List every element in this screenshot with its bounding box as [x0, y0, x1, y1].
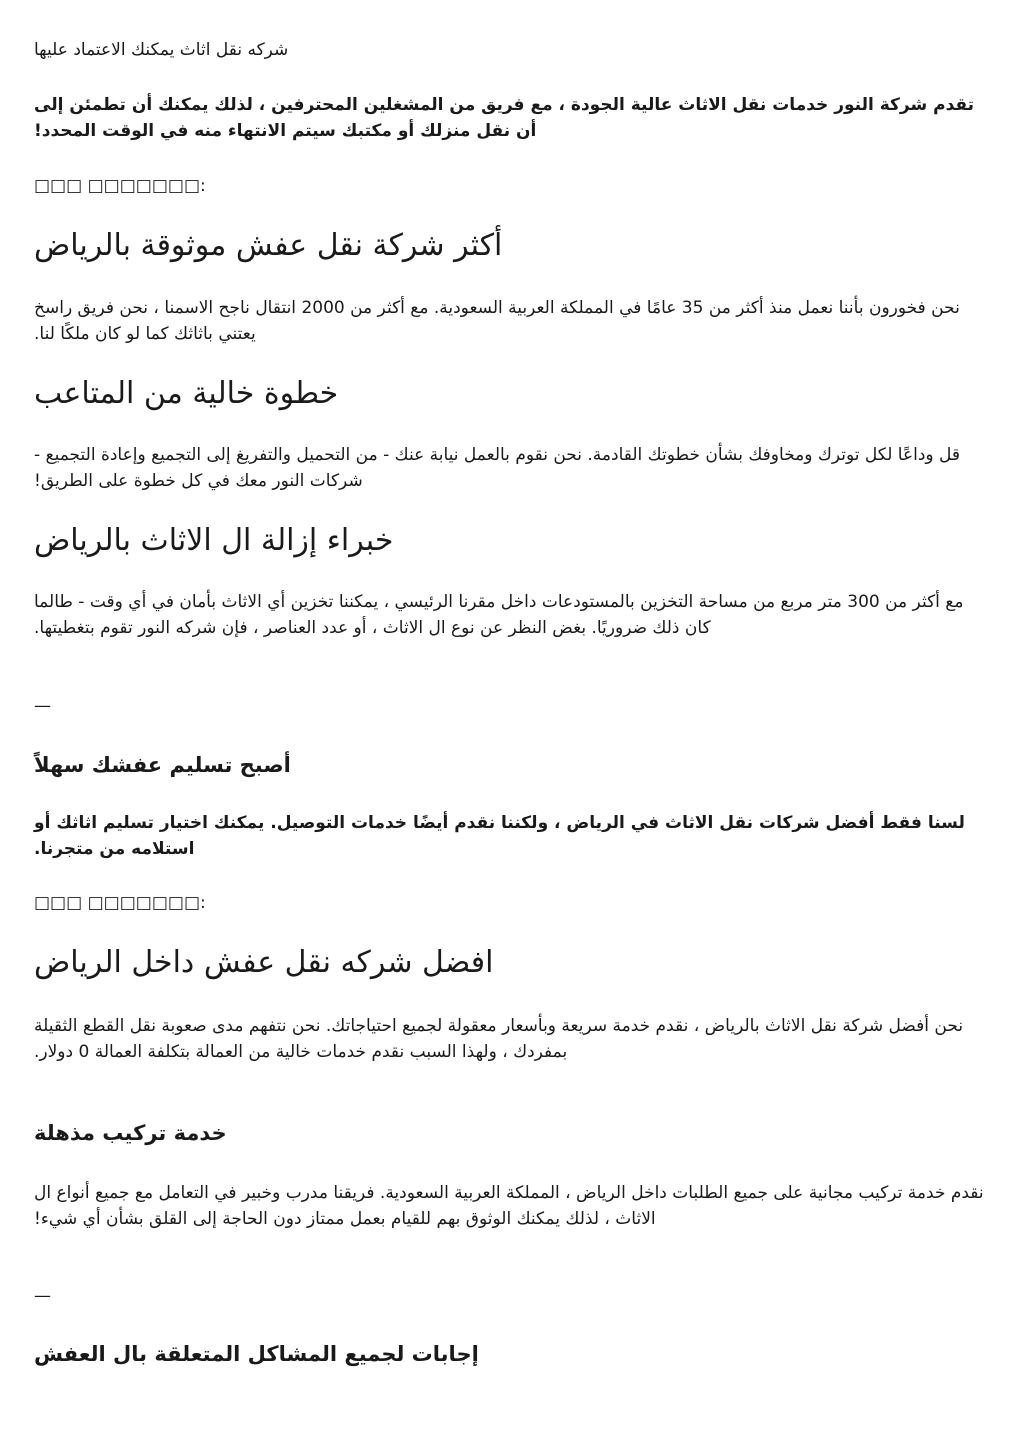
section-heading-reliable: أكثر شركة نقل عفش موثوقة بالرياض — [34, 228, 503, 263]
best-company-body: نحن أفضل شركة نقل الاثاث بالرياض ، نقدم خدمة سريعة وبأسعار معقولة لجميع احتياجاتك. نحن نتفهم مدى صعوبة نقل القطع الثقيلة بمفردك ، ولهذا السبب نقدم خدمات خالية من العمالة بتكلفة العمالة 0 دولار. — [34, 1016, 964, 1062]
section-heading-removal-experts: خبراء إزالة ال الاثاث بالرياض — [34, 523, 394, 558]
installation-heading: خدمة تركيب مذهلة — [34, 1121, 227, 1145]
separator-dash-1: — — [34, 696, 51, 716]
section-heading-hassle-free: خطوة خالية من المتاعب — [34, 376, 339, 411]
answers-heading: إجابات لجميع المشاكل المتعلقة بال العفش — [34, 1342, 479, 1366]
section-body-removal-experts: مع أكثر من 300 متر مربع من مساحة التخزين بالمستودعات داخل مقرنا الرئيسي ، يمكننا تخزين أي الاثاث بأمان في أي وقت - طالما كان ذلك ضروريًا. بغض النظر عن نوع ال الاثاث ، أو عدد العناصر ، فإن شركه النور تقوم بتغطيتها. — [34, 592, 964, 638]
lead-paragraph-1: تقدم شركة النور خدمات نقل الاثاث عالية الجودة ، مع فريق من المشغلين المحترفين ، لذلك يمكنك أن تطمئن إلى أن نقل منزلك أو مكتبك سيتم الانتهاء منه في الوقت المحدد! — [34, 95, 975, 141]
separator-dash-2: — — [34, 1286, 51, 1306]
section-body-reliable: نحن فخورون بأننا نعمل منذ أكثر من 35 عامًا في المملكة العربية السعودية. مع أكثر من 2000 انتقال ناجح الاسمنا ، نحن فريق راسخ يعتني باثاثك كما لو كان ملكًا لنا. — [34, 298, 960, 344]
section-body-hassle-free: قل وداعًا لكل توترك ومخاوفك بشأن خطوتك القادمة. نحن نقوم بالعمل نيابة عنك - من التحميل والتفريغ إلى التجميع وإعادة التجميع - شركات النور معك في كل خطوة على الطريق! — [34, 445, 961, 491]
missing-glyph-label-1: □□□ □□□□□□□: — [34, 176, 206, 196]
delivery-heading: أصبح تسليم عفشك سهلاً — [34, 753, 291, 777]
best-company-heading: افضل شركه نقل عفش داخل الرياض — [34, 945, 494, 980]
intro-line: شركه نقل اثاث يمكنك الاعتماد عليها — [34, 40, 289, 60]
installation-body: نقدم خدمة تركيب مجانية على جميع الطلبات داخل الرياض ، المملكة العربية السعودية. فريقنا مدرب وخبير في التعامل مع جميع أنواع ال الاثاث ، لذلك يمكنك الوثوق بهم للقيام بعمل ممتاز دون الحاجة إلى القلق بشأن أي شيء! — [34, 1183, 984, 1229]
missing-glyph-label-2: □□□ □□□□□□□: — [34, 893, 206, 913]
lead-paragraph-2: لسنا فقط أفضل شركات نقل الاثاث في الرياض ، ولكننا نقدم أيضًا خدمات التوصيل. يمكنك اختيار تسليم اثاثك أو استلامه من متجرنا. — [34, 813, 965, 859]
